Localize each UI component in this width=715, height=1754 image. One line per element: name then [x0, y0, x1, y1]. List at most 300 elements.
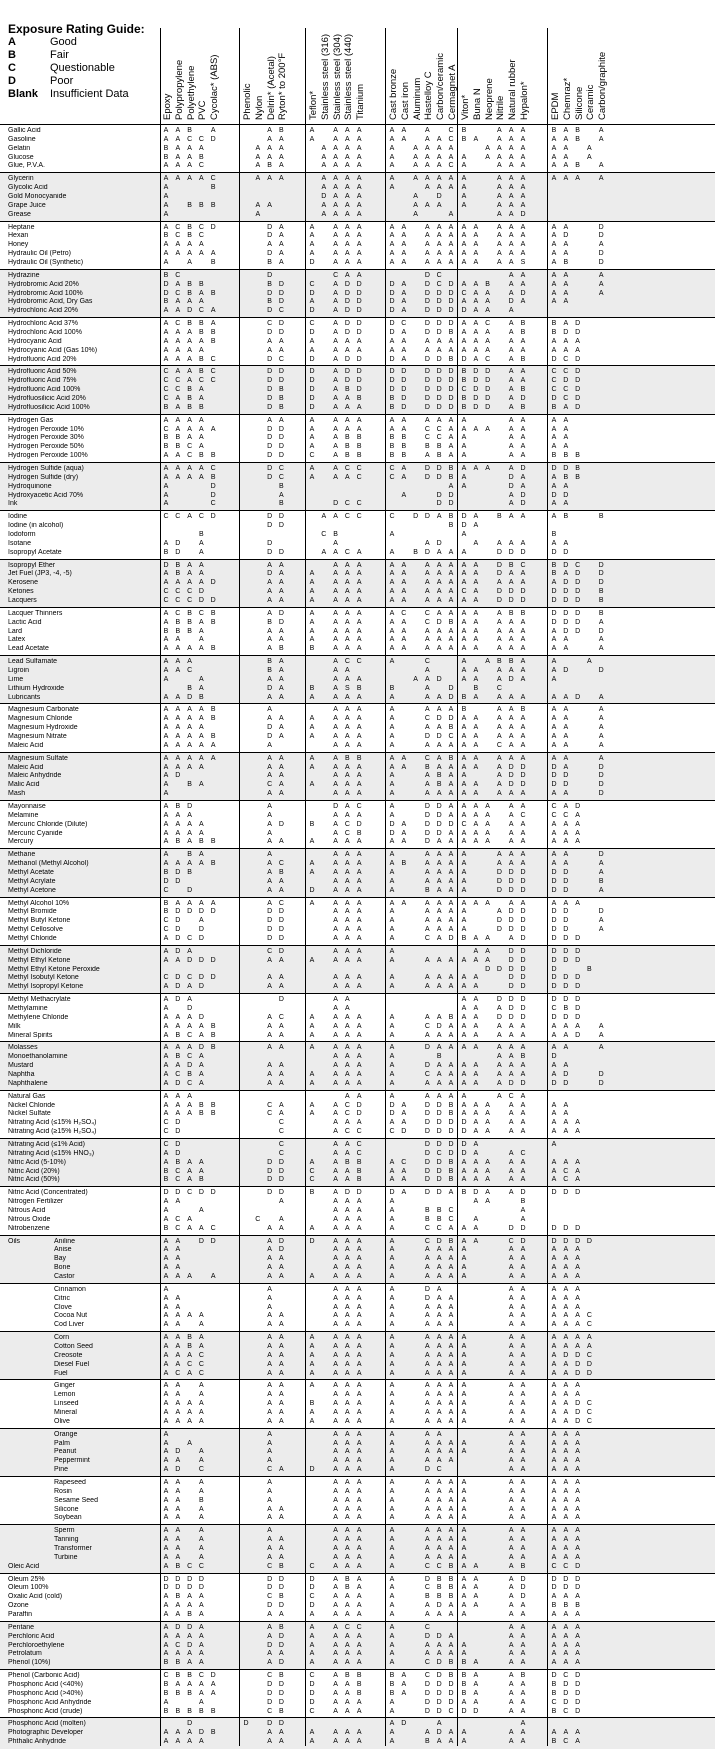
rating-cell: A	[185, 241, 195, 249]
chemical-label: Hydrobromic Acid 20%	[8, 281, 79, 289]
rating-cell: D	[434, 619, 444, 627]
rating-cell: A	[161, 1312, 171, 1320]
rating-cell: A	[331, 1168, 341, 1176]
rating-cell: A	[342, 1141, 352, 1149]
chemical-name	[8, 1361, 158, 1369]
rating-cell: D	[434, 803, 444, 811]
table-row	[0, 1128, 715, 1136]
rating-cell: C	[173, 320, 183, 328]
rating-cell: A	[307, 724, 317, 732]
rating-cell: D	[596, 1080, 606, 1088]
rating-cell: B	[161, 900, 171, 908]
table-row	[0, 250, 715, 258]
rating-cell: A	[185, 1176, 195, 1184]
rating-cell: D	[549, 588, 559, 596]
rating-cell: A	[161, 764, 171, 772]
table-row	[0, 1216, 715, 1224]
rating-cell: A	[399, 1168, 409, 1176]
chemical-name	[8, 1457, 158, 1465]
rating-cell: A	[518, 1023, 528, 1031]
rating-cell: A	[331, 1189, 341, 1197]
rating-cell: A	[196, 1321, 206, 1329]
rating-cell: A	[596, 645, 606, 653]
rating-cell: D	[561, 1071, 571, 1079]
rating-cell: D	[185, 1062, 195, 1070]
chemical-label: Mineral Spirits	[8, 1032, 52, 1040]
chemical-sublabel: Bay	[54, 1255, 66, 1262]
rating-cell: A	[434, 935, 444, 943]
rating-cell: A	[354, 1382, 364, 1390]
rating-cell: A	[319, 549, 329, 557]
rating-cell: A	[331, 838, 341, 846]
rating-cell: A	[506, 259, 516, 267]
rating-cell: C	[434, 281, 444, 289]
rating-cell: A	[354, 570, 364, 578]
rating-cell: A	[185, 579, 195, 587]
rating-cell: C	[173, 610, 183, 618]
table-row	[0, 1150, 715, 1158]
rating-cell: A	[307, 1370, 317, 1378]
chemical-name	[8, 619, 158, 627]
legend	[8, 22, 158, 101]
chemical-name	[8, 281, 158, 289]
table-row	[0, 1370, 715, 1378]
rating-cell: D	[506, 781, 516, 789]
rating-cell: A	[342, 1382, 352, 1390]
rating-cell: D	[506, 887, 516, 895]
chemical-group	[0, 1041, 715, 1090]
rating-cell: A	[342, 772, 352, 780]
rating-cell: D	[399, 404, 409, 412]
table-row	[0, 522, 715, 530]
chemical-label: Honey	[8, 241, 28, 249]
rating-cell: A	[459, 154, 469, 162]
rating-cell: A	[307, 241, 317, 249]
rating-cell: C	[185, 1080, 195, 1088]
rating-cell: A	[434, 417, 444, 425]
rating-cell: A	[276, 676, 286, 684]
rating-cell: D	[434, 298, 444, 306]
rating-cell: D	[506, 983, 516, 991]
rating-cell: A	[573, 1246, 583, 1254]
chemical-name	[8, 715, 158, 723]
rating-cell: A	[399, 1102, 409, 1110]
rating-cell: A	[506, 281, 516, 289]
rating-cell: D	[446, 377, 456, 385]
rating-cell: A	[459, 162, 469, 170]
chemical-name	[8, 570, 158, 578]
rating-cell: A	[354, 983, 364, 991]
rating-cell: A	[506, 1343, 516, 1351]
rating-cell: C	[276, 860, 286, 868]
rating-cell: A	[483, 1176, 493, 1184]
rating-cell: A	[573, 1264, 583, 1272]
rating-cell: A	[518, 1071, 528, 1079]
rating-cell: C	[387, 474, 397, 482]
rating-cell: A	[446, 338, 456, 346]
rating-cell: A	[196, 742, 206, 750]
chemical-label: Glycerin	[8, 175, 34, 183]
rating-cell: A	[561, 417, 571, 425]
column-header-label: Aluminum	[412, 78, 424, 120]
rating-cell: A	[446, 434, 456, 442]
rating-cell: A	[561, 250, 571, 258]
rating-cell: A	[446, 597, 456, 605]
rating-cell: A	[549, 145, 559, 153]
rating-cell: B	[549, 320, 559, 328]
rating-cell: A	[518, 1295, 528, 1303]
rating-cell: A	[161, 1409, 171, 1417]
rating-cell: A	[196, 628, 206, 636]
rating-cell: A	[561, 1382, 571, 1390]
rating-cell: A	[459, 483, 469, 491]
table-row	[0, 1312, 715, 1320]
rating-cell: A	[331, 1400, 341, 1408]
rating-cell: A	[434, 562, 444, 570]
rating-cell: A	[518, 1159, 528, 1167]
rating-cell: A	[185, 1225, 195, 1233]
rating-cell: A	[208, 1273, 218, 1281]
rating-cell: A	[471, 830, 481, 838]
rating-cell: D	[276, 426, 286, 434]
chemical-label: Hydrofluoric Acid 75%	[8, 377, 76, 385]
table-row	[0, 1238, 715, 1246]
chemical-name	[8, 1189, 158, 1197]
rating-cell: A	[422, 338, 432, 346]
rating-cell: A	[434, 755, 444, 763]
rating-cell: A	[459, 667, 469, 675]
rating-cell: A	[161, 1321, 171, 1329]
rating-cell: A	[459, 1032, 469, 1040]
rating-cell: A	[459, 338, 469, 346]
rating-cell: A	[549, 676, 559, 684]
rating-cell: A	[185, 1023, 195, 1031]
rating-cell: A	[494, 781, 504, 789]
rating-cell: D	[173, 974, 183, 982]
rating-cell: A	[342, 1238, 352, 1246]
rating-cell: C	[573, 562, 583, 570]
rating-cell: A	[549, 281, 559, 289]
rating-cell: A	[561, 1273, 571, 1281]
rating-cell: A	[387, 694, 397, 702]
chemical-label: Methyl Dichloride	[8, 948, 62, 956]
rating-cell: A	[276, 983, 286, 991]
rating-cell: C	[354, 803, 364, 811]
rating-cell: A	[253, 211, 263, 219]
rating-cell: A	[387, 579, 397, 587]
rating-cell: A	[354, 211, 364, 219]
rating-cell: A	[387, 1119, 397, 1127]
rating-cell: A	[265, 1295, 275, 1303]
rating-cell: A	[483, 290, 493, 298]
rating-cell: A	[387, 742, 397, 750]
rating-cell: A	[331, 320, 341, 328]
rating-cell: A	[459, 1400, 469, 1408]
chemical-name	[8, 790, 158, 798]
rating-cell: A	[494, 628, 504, 636]
rating-cell: D	[387, 1189, 397, 1197]
rating-cell: C	[173, 597, 183, 605]
chemical-name	[8, 733, 158, 741]
rating-cell: A	[331, 426, 341, 434]
rating-cell: A	[422, 676, 432, 684]
chemical-label: Nitric Acid (5-10%)	[8, 1159, 66, 1167]
rating-cell: A	[276, 1391, 286, 1399]
rating-cell: A	[342, 851, 352, 859]
rating-cell: A	[549, 290, 559, 298]
rating-cell: A	[459, 790, 469, 798]
rating-cell: A	[276, 250, 286, 258]
chemical-name	[8, 685, 158, 693]
chemical-group	[0, 1090, 715, 1139]
rating-cell: C	[422, 715, 432, 723]
chemical-label: Monoethanolamine	[8, 1053, 68, 1061]
rating-cell: A	[276, 724, 286, 732]
rating-cell: A	[161, 1071, 171, 1079]
rating-cell: D	[596, 667, 606, 675]
rating-cell: B	[265, 658, 275, 666]
rating-cell: D	[494, 926, 504, 934]
rating-cell: C	[161, 926, 171, 934]
rating-cell: A	[173, 579, 183, 587]
rating-cell: A	[459, 298, 469, 306]
rating-cell: C	[161, 395, 171, 403]
rating-cell: D	[265, 404, 275, 412]
rating-cell: A	[411, 162, 421, 170]
rating-cell: A	[549, 338, 559, 346]
chemical-name	[8, 676, 158, 684]
rating-cell: B	[422, 764, 432, 772]
rating-cell: A	[173, 645, 183, 653]
rating-cell: A	[549, 1264, 559, 1272]
rating-cell: A	[276, 694, 286, 702]
rating-cell: D	[596, 781, 606, 789]
rating-cell: B	[596, 588, 606, 596]
rating-cell: A	[434, 224, 444, 232]
rating-cell: B	[446, 1102, 456, 1110]
rating-cell: A	[518, 162, 528, 170]
rating-cell: A	[459, 1176, 469, 1184]
rating-cell: D	[506, 483, 516, 491]
rating-cell: D	[596, 772, 606, 780]
rating-cell: A	[196, 417, 206, 425]
rating-cell: A	[399, 338, 409, 346]
rating-cell: A	[494, 715, 504, 723]
rating-cell: D	[549, 966, 559, 974]
rating-cell: A	[208, 127, 218, 135]
rating-cell: C	[276, 1141, 286, 1149]
rating-cell: A	[387, 1497, 397, 1505]
rating-cell: A	[471, 281, 481, 289]
rating-cell: B	[573, 162, 583, 170]
chemical-name	[8, 1497, 158, 1505]
rating-cell: A	[518, 742, 528, 750]
rating-cell: A	[173, 241, 183, 249]
rating-cell: D	[399, 368, 409, 376]
chemical-label: Gasoline	[8, 136, 36, 144]
rating-cell: D	[173, 935, 183, 943]
rating-cell: A	[387, 1440, 397, 1448]
rating-cell: A	[561, 715, 571, 723]
rating-cell: C	[434, 434, 444, 442]
rating-cell: D	[342, 1189, 352, 1197]
rating-cell: A	[387, 1044, 397, 1052]
chemical-group	[0, 172, 715, 221]
rating-cell: A	[446, 250, 456, 258]
rating-cell: B	[596, 610, 606, 618]
rating-cell: A	[173, 1264, 183, 1272]
rating-cell: A	[173, 742, 183, 750]
chemical-name	[8, 290, 158, 298]
rating-cell: A	[196, 347, 206, 355]
rating-cell: A	[434, 1304, 444, 1312]
rating-cell: A	[506, 417, 516, 425]
rating-cell: A	[331, 597, 341, 605]
rating-cell: B	[185, 851, 195, 859]
rating-cell: A	[422, 860, 432, 868]
rating-cell: A	[434, 162, 444, 170]
rating-cell: A	[276, 1352, 286, 1360]
chemical-name	[8, 492, 158, 500]
rating-cell: A	[354, 636, 364, 644]
rating-cell: A	[307, 610, 317, 618]
rating-cell: D	[422, 1110, 432, 1118]
rating-cell: A	[549, 1488, 559, 1496]
rating-cell: A	[185, 377, 195, 385]
rating-cell: A	[161, 175, 171, 183]
rating-cell: A	[506, 193, 516, 201]
rating-cell: A	[342, 193, 352, 201]
rating-cell: D	[549, 996, 559, 1004]
rating-cell: A	[331, 706, 341, 714]
rating-cell: A	[411, 211, 421, 219]
rating-cell: A	[549, 426, 559, 434]
rating-cell: A	[422, 1370, 432, 1378]
rating-cell: C	[354, 465, 364, 473]
chemical-label: Hydrogen Peroxide 30%	[8, 434, 84, 442]
table-row	[0, 636, 715, 644]
rating-cell: C	[561, 356, 571, 364]
rating-cell: A	[196, 290, 206, 298]
rating-cell: D	[422, 377, 432, 385]
rating-cell: A	[422, 1457, 432, 1465]
rating-cell: A	[459, 1334, 469, 1342]
chemical-group	[0, 655, 715, 704]
chemical-name	[8, 996, 158, 1004]
rating-cell: A	[331, 356, 341, 364]
rating-cell: B	[208, 474, 218, 482]
rating-cell: A	[518, 860, 528, 868]
rating-cell: A	[446, 1488, 456, 1496]
rating-cell: A	[387, 1032, 397, 1040]
chemical-label: Isotane	[8, 540, 31, 548]
rating-cell: A	[549, 579, 559, 587]
rating-cell: D	[265, 434, 275, 442]
rating-cell: A	[518, 1128, 528, 1136]
rating-cell: D	[494, 588, 504, 596]
rating-cell: A	[196, 1207, 206, 1215]
rating-cell: B	[161, 434, 171, 442]
rating-cell: D	[506, 948, 516, 956]
rating-cell: A	[354, 900, 364, 908]
rating-cell: A	[276, 764, 286, 772]
rating-cell: A	[518, 224, 528, 232]
table-row	[0, 426, 715, 434]
rating-cell: B	[494, 658, 504, 666]
rating-cell: A	[354, 706, 364, 714]
rating-cell: A	[549, 706, 559, 714]
rating-cell: A	[561, 154, 571, 162]
rating-cell: A	[307, 579, 317, 587]
rating-cell: D	[354, 386, 364, 394]
rating-cell: A	[422, 162, 432, 170]
table-row	[0, 724, 715, 732]
rating-cell: A	[387, 154, 397, 162]
rating-cell: A	[518, 694, 528, 702]
rating-cell: A	[276, 1409, 286, 1417]
rating-cell: D	[506, 588, 516, 596]
rating-cell: A	[549, 1418, 559, 1426]
rating-cell: A	[459, 1361, 469, 1369]
rating-cell: A	[561, 404, 571, 412]
chemical-name	[8, 356, 158, 364]
rating-cell: A	[399, 259, 409, 267]
rating-cell: A	[446, 645, 456, 653]
rating-cell: D	[208, 579, 218, 587]
rating-cell: D	[307, 356, 317, 364]
rating-cell: A	[399, 250, 409, 258]
rating-cell: A	[561, 803, 571, 811]
rating-cell: D	[265, 917, 275, 925]
rating-cell: A	[494, 860, 504, 868]
rating-cell: A	[185, 715, 195, 723]
rating-cell: C	[276, 307, 286, 315]
chemical-label: Hydrofluosilicic Acid 100%	[8, 404, 90, 412]
rating-cell: D	[446, 307, 456, 315]
rating-cell: D	[434, 320, 444, 328]
rating-cell: D	[573, 329, 583, 337]
rating-cell: A	[265, 154, 275, 162]
chemical-name	[8, 1128, 158, 1136]
rating-cell: A	[342, 588, 352, 596]
rating-cell: A	[342, 162, 352, 170]
rating-cell: A	[307, 781, 317, 789]
rating-cell: A	[518, 1216, 528, 1224]
rating-cell: A	[471, 636, 481, 644]
rating-cell: B	[354, 755, 364, 763]
rating-cell: A	[434, 636, 444, 644]
rating-cell: C	[399, 610, 409, 618]
rating-cell: A	[185, 1110, 195, 1118]
rating-cell: A	[471, 1128, 481, 1136]
rating-cell: A	[276, 1023, 286, 1031]
rating-cell: D	[494, 562, 504, 570]
rating-cell: A	[387, 250, 397, 258]
rating-cell: A	[265, 900, 275, 908]
rating-cell: D	[573, 386, 583, 394]
table-row	[0, 368, 715, 376]
rating-cell: D	[573, 803, 583, 811]
rating-cell: D	[434, 1119, 444, 1127]
rating-cell: D	[506, 996, 516, 1004]
rating-cell: A	[573, 1023, 583, 1031]
rating-cell: B	[276, 645, 286, 653]
rating-cell: A	[276, 1312, 286, 1320]
rating-cell: D	[319, 193, 329, 201]
chemical-group	[0, 1186, 715, 1235]
rating-cell: D	[434, 395, 444, 403]
chemical-sublabel: Cinnamon	[54, 1286, 86, 1293]
